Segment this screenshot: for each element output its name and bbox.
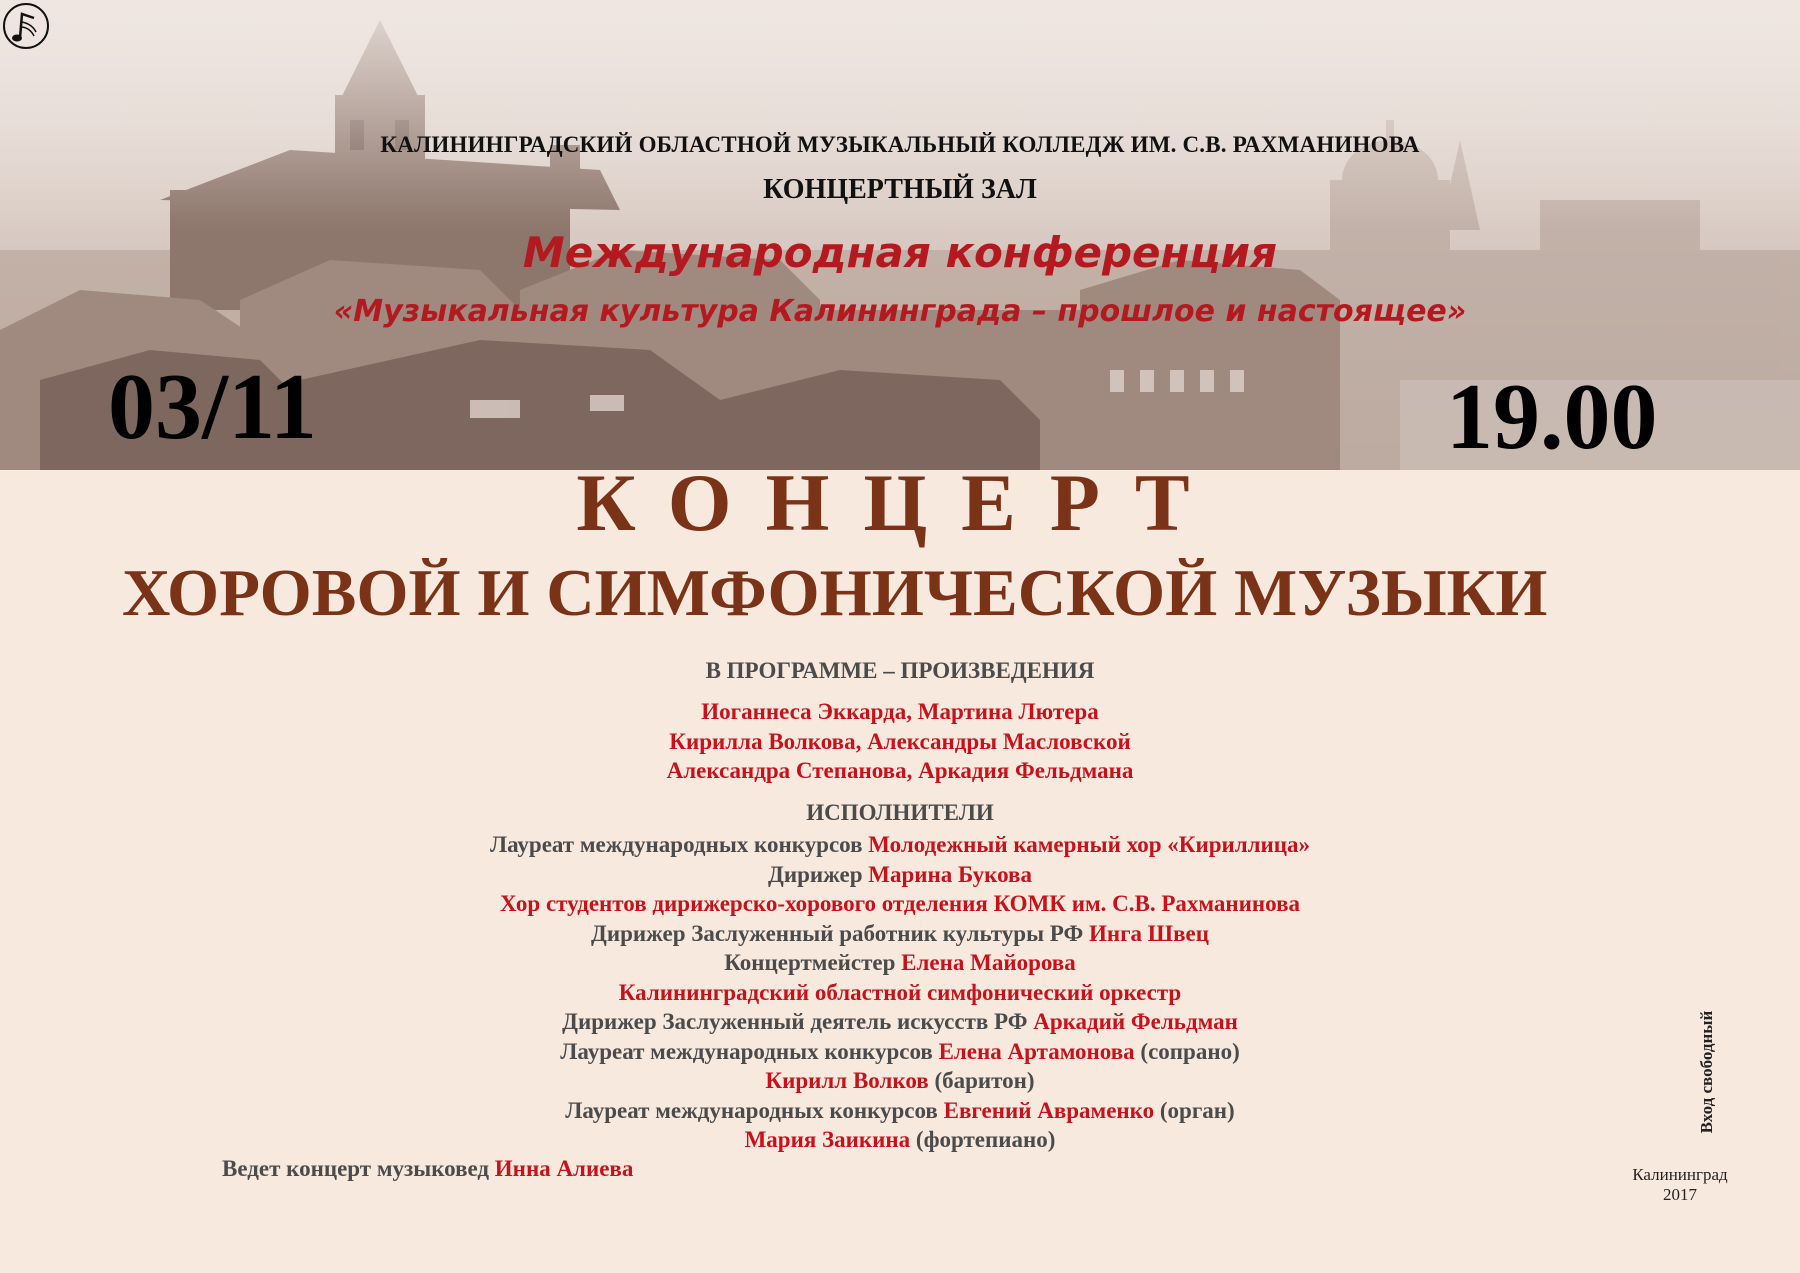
composer-line: Александра Степанова, Аркадия Фельдмана bbox=[666, 758, 1134, 783]
performers-heading: ИСПОЛНИТЕЛИ bbox=[806, 800, 994, 825]
concert-title: КОНЦЕРТ bbox=[576, 457, 1224, 548]
performer-voice: (фортепиано) bbox=[915, 1127, 1056, 1152]
performer-role: Дирижер bbox=[768, 861, 863, 887]
performer-line bbox=[0, 948, 1800, 978]
performers-list bbox=[0, 830, 1800, 1155]
performer-role: Дирижер Заслуженный работник культуры РФ bbox=[591, 920, 1084, 946]
performer-line bbox=[0, 889, 1800, 919]
performer-line bbox=[0, 1066, 1800, 1096]
performer-role: Лауреат международных конкурсов bbox=[489, 832, 863, 857]
performer-line bbox=[0, 1007, 1800, 1037]
concert-host bbox=[222, 1156, 633, 1182]
performer-name: Кирилл Волков bbox=[765, 1068, 929, 1093]
performer-name: Хор студентов дирижерско-хорового отделения КОМК им. С.В. Рахманинова bbox=[500, 891, 1300, 916]
performer-line bbox=[0, 1125, 1800, 1155]
performer-voice: (баритон) bbox=[934, 1068, 1035, 1093]
performer-line bbox=[0, 919, 1800, 949]
free-entry-label: Вход свободный bbox=[1697, 1010, 1716, 1134]
performer-role: Лауреат международных конкурсов bbox=[560, 1038, 933, 1064]
performer-name: Елена Майорова bbox=[901, 950, 1076, 975]
city-label: Калининград bbox=[1632, 1165, 1728, 1184]
performer-name: Инга Швец bbox=[1088, 920, 1209, 946]
concert-subtitle: ХОРОВОЙ И СИМФОНИЧЕСКОЙ МУЗЫКИ bbox=[122, 556, 1548, 630]
performer-role: Концертмейстер bbox=[724, 950, 896, 975]
performer-name: Елена Артамонова bbox=[938, 1038, 1135, 1064]
college-name: КАЛИНИНГРАДСКИЙ ОБЛАСТНОЙ МУЗЫКАЛЬНЫЙ КОЛЛЕДЖ ИМ. С.В. РАХМАНИНОВА bbox=[380, 132, 1420, 157]
performer-line bbox=[0, 1096, 1800, 1126]
composers-list bbox=[0, 697, 1800, 786]
conference-title: Международная конференция bbox=[522, 228, 1278, 277]
conference-subtitle: «Музыкальная культура Калининграда – прошлое и настоящее» bbox=[333, 294, 1467, 329]
performer-name: Мария Заикина bbox=[744, 1127, 911, 1152]
host-role: Ведет концерт музыковед bbox=[222, 1156, 490, 1181]
performer-name: Марина Букова bbox=[868, 861, 1032, 887]
composer-line: Кирилла Волкова, Александры Масловской bbox=[669, 728, 1131, 754]
year-label: 2017 bbox=[1663, 1185, 1697, 1204]
performer-name: Молодежный камерный хор «Кириллица» bbox=[868, 832, 1311, 857]
performer-voice: (орган) bbox=[1159, 1097, 1235, 1123]
performer-role: Лауреат международных конкурсов bbox=[565, 1097, 938, 1123]
performer-name: Евгений Авраменко bbox=[943, 1097, 1155, 1123]
concert-hall-label: КОНЦЕРТНЫЙ ЗАЛ bbox=[763, 174, 1037, 205]
performer-line bbox=[0, 978, 1800, 1008]
performer-line bbox=[0, 860, 1800, 890]
performer-role: Дирижер Заслуженный деятель искусств РФ bbox=[562, 1009, 1028, 1034]
program-heading: В ПРОГРАММЕ – ПРОИЗВЕДЕНИЯ bbox=[705, 658, 1095, 683]
performer-name: Аркадий Фельдман bbox=[1033, 1009, 1238, 1034]
free-entry-note bbox=[1692, 1002, 1722, 1142]
performer-name: Калининградский областной симфонический оркестр bbox=[618, 979, 1182, 1005]
event-time: 19.00 bbox=[1446, 365, 1658, 469]
performer-line bbox=[0, 1037, 1800, 1067]
performer-voice: (сопрано) bbox=[1140, 1038, 1240, 1064]
performer-line bbox=[0, 830, 1800, 860]
composer-line: Иоганнеса Эккарда, Мартина Лютера bbox=[701, 699, 1099, 724]
music-note-logo-icon bbox=[0, 0, 52, 52]
event-date: 03/11 bbox=[108, 355, 317, 459]
host-name: Инна Алиева bbox=[494, 1156, 634, 1181]
city-year bbox=[1610, 1165, 1750, 1205]
